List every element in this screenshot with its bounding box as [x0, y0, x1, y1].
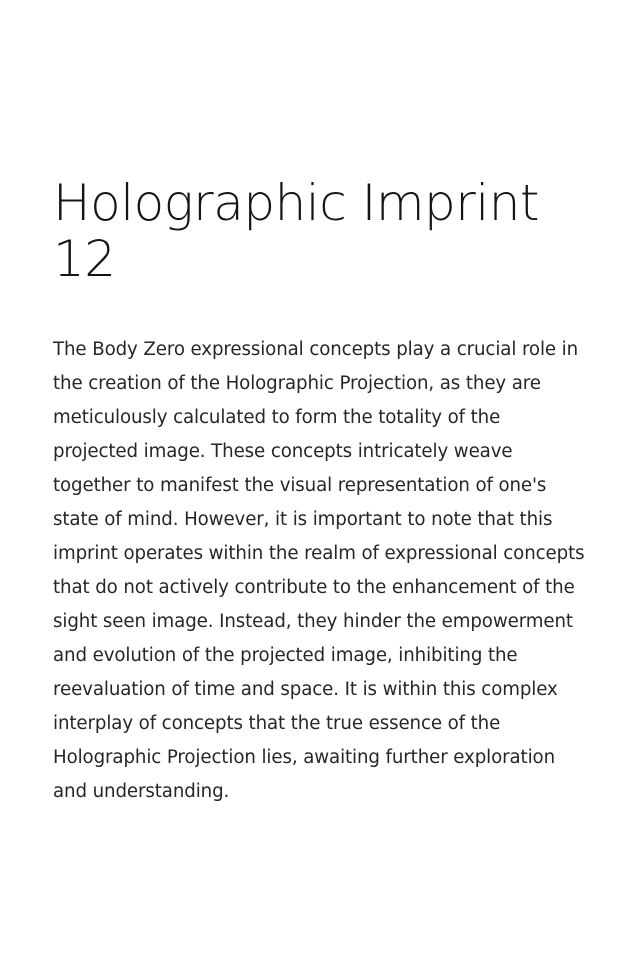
- article: [53, 175, 585, 809]
- page-title: Holographic Imprint 12: [53, 174, 540, 288]
- article-body: The Body Zero expressional concepts play a crucial role in the creation of the Holographic Projection, as they are meticulously calculated to form the totality of the projected image. These concepts intricately weave together to manifest the visual representation of one's state of mind. However, it is important to note that this imprint operates within the realm of expressional concepts that do not actively contribute to the enhancement of the sight seen image. Instead, they hinder the empowerment and evolution of the projected image, inhibiting the reevaluation of time and space. It is within this complex interplay of concepts that the true essence of the Holographic Projection lies, awaiting further exploration and understanding.: [53, 339, 585, 802]
